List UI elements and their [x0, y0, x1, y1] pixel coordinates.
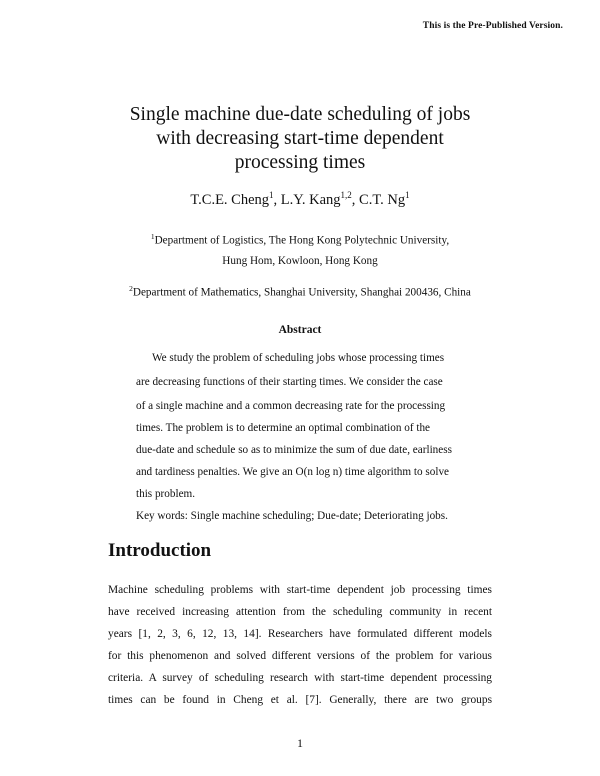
abstract-line: times. The problem is to determine an optimal combination of the: [136, 422, 431, 434]
abstract-line: this problem.: [136, 488, 196, 500]
body-line: criteria. A survey of scheduling research with start-time dependent processing: [108, 672, 492, 684]
author-name: C.T. Ng: [359, 191, 406, 208]
page-number: 1: [297, 736, 303, 750]
affil-line: Hung Hom, Kowloon, Hong Kong: [222, 254, 378, 267]
author-separator: ,: [273, 191, 281, 208]
abstract-line: are decreasing functions of their starting times. We consider the case: [136, 376, 443, 388]
affiliation-2: [0, 279, 600, 303]
abstract-line: and tardiness penalties. We give an O(n log n) time algorithm to solve: [136, 466, 450, 478]
abstract-line: of a single machine and a common decreasing rate for the processing: [136, 400, 446, 412]
title-line: with decreasing start-time dependent: [156, 128, 444, 149]
abstract-keywords: Key words: Single machine scheduling; Due-date; Deteriorating jobs.: [136, 510, 448, 522]
body-line: have received increasing attention from the scheduling community in recent: [108, 606, 492, 618]
title-line: Single machine due-date scheduling of jobs: [129, 104, 471, 125]
abstract-line: We study the problem of scheduling jobs whose processing times: [152, 352, 445, 364]
body-line: for this phenomenon and solved different versions of the problem for various: [108, 650, 492, 662]
abstract-line: due-date and schedule so as to minimize the sum of due date, earliness: [136, 444, 452, 456]
title-line: processing times: [234, 152, 366, 173]
author-separator: ,: [351, 191, 360, 208]
affil-line: Department of Mathematics, Shanghai University, Shanghai 200436, China: [132, 286, 471, 299]
body-line: years [1, 2, 3, 6, 12, 13, 14]. Researchers have formulated different models: [108, 628, 492, 640]
affil-sup: 2: [129, 284, 133, 293]
pre-published-banner: This is the Pre-Published Version.: [422, 21, 563, 31]
paper-title: [0, 103, 600, 175]
abstract-heading: Abstract: [278, 324, 322, 336]
author-affil-sup: 1: [269, 190, 274, 200]
author-affil-sup: 1: [405, 190, 410, 200]
introduction-heading: Introduction: [108, 540, 212, 561]
affil-line: Department of Logistics, The Hong Kong Polytechnic University,: [154, 234, 450, 247]
body-line: times can be found in Cheng et al. [7]. Generally, there are two groups: [108, 694, 492, 706]
affil-sup: 1: [150, 232, 155, 241]
author-name: L.Y. Kang: [280, 191, 341, 208]
author-affil-sup: 1,2: [340, 190, 352, 200]
body-line: Machine scheduling problems with start-time dependent job processing times: [108, 584, 492, 596]
author-list: [0, 190, 600, 209]
author-name: T.C.E. Cheng: [190, 191, 270, 208]
affiliation-1: [0, 227, 600, 271]
